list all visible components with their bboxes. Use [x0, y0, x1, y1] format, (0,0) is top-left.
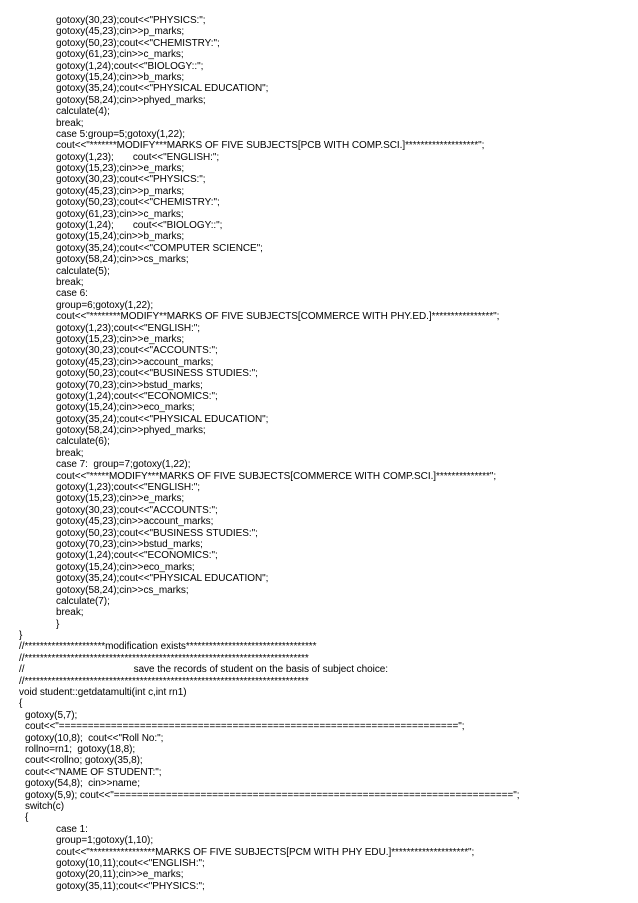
code-line: gotoxy(61,23);cin>>c_marks;: [56, 49, 184, 61]
code-line: gotoxy(5,9); cout<<"=====================================================================";: [25, 789, 520, 801]
code-line: {: [25, 812, 29, 824]
code-line: case 1:: [56, 823, 88, 835]
code-line: calculate(6);: [56, 436, 110, 448]
code-line: gotoxy(50,23);cout<<"BUSINESS STUDIES:";: [56, 527, 258, 539]
code-listing: [0, 15, 519, 892]
code-line: calculate(5);: [56, 265, 110, 277]
code-line: cout<<"********MODIFY**MARKS OF FIVE SUBJECTS[COMMERCE WITH PHY.ED.]****************";: [56, 311, 500, 323]
code-line: gotoxy(70,23);cin>>bstud_marks;: [56, 379, 203, 391]
code-line: cout<<rollno; gotoxy(35,8);: [25, 755, 143, 767]
code-line: cout<<"*******MODIFY***MARKS OF FIVE SUBJECTS[PCB WITH COMP.SCI.]*******************";: [56, 140, 485, 152]
code-line: gotoxy(1,24); cout<<"BIOLOGY::";: [56, 220, 223, 232]
code-line: //**************************************************************************: [19, 652, 309, 664]
code-line: gotoxy(58,24);cin>>cs_marks;: [56, 254, 189, 266]
code-line: gotoxy(54,8); cin>>name;: [25, 778, 140, 790]
code-line: gotoxy(5,7);: [25, 709, 78, 721]
code-line: gotoxy(1,23);cout<<"ENGLISH:";: [56, 322, 201, 334]
code-line: gotoxy(30,23);cout<<"PHYSICS:";: [56, 174, 206, 186]
code-line: gotoxy(50,23);cout<<"CHEMISTRY:";: [56, 197, 220, 209]
code-line: gotoxy(1,24);cout<<"BIOLOGY::";: [56, 60, 204, 72]
code-line: calculate(4);: [56, 106, 110, 118]
code-line: cout<<"*****************MARKS OF FIVE SUBJECTS[PCM WITH PHY EDU.]********************";: [56, 846, 475, 858]
code-line: group=1;gotoxy(1,10);: [56, 835, 154, 847]
code-line: gotoxy(50,23);cout<<"BUSINESS STUDIES:";: [56, 368, 258, 380]
code-line: gotoxy(20,11);cin>>e_marks;: [56, 869, 184, 881]
code-line: // save the records of student on the basis of subject choice:: [19, 664, 389, 676]
code-line: gotoxy(35,24);cout<<"PHYSICAL EDUCATION";: [56, 83, 269, 95]
code-line: calculate(7);: [56, 595, 110, 607]
code-line: gotoxy(15,24);cin>>eco_marks;: [56, 561, 195, 573]
code-line: rollno=rn1; gotoxy(18,8);: [25, 744, 136, 755]
code-line: case 5:group=5;gotoxy(1,22);: [56, 128, 185, 140]
code-line: gotoxy(1,24);cout<<"ECONOMICS:";: [56, 390, 218, 402]
code-line: gotoxy(58,24);cin>>phyed_marks;: [56, 425, 206, 437]
code-line: gotoxy(61,23);cin>>c_marks;: [56, 208, 184, 220]
code-line: gotoxy(70,23);cin>>bstud_marks;: [56, 538, 203, 550]
code-line: cout<<"*****MODIFY***MARKS OF FIVE SUBJECTS[COMMERCE WITH COMP.SCI.]**************";: [56, 470, 497, 482]
code-line: gotoxy(35,24);cout<<"COMPUTER SCIENCE";: [56, 242, 263, 254]
code-line: gotoxy(10,8); cout<<"Roll No:";: [25, 732, 164, 744]
code-line: cout<<"NAME OF STUDENT:";: [25, 766, 162, 778]
code-line: gotoxy(15,24);cin>>eco_marks;: [56, 402, 195, 414]
code-line: }: [19, 630, 23, 642]
code-line: gotoxy(1,23); cout<<"ENGLISH:";: [56, 151, 220, 163]
code-line: break;: [56, 117, 84, 129]
code-line: gotoxy(15,24);cin>>b_marks;: [56, 71, 185, 83]
code-line: gotoxy(58,24);cin>>phyed_marks;: [56, 94, 206, 106]
code-line: gotoxy(45,23);cin>>p_marks;: [56, 26, 185, 38]
code-line: gotoxy(1,24);cout<<"ECONOMICS:";: [56, 550, 218, 562]
code-line: gotoxy(35,24);cout<<"PHYSICAL EDUCATION";: [56, 573, 269, 585]
code-line: gotoxy(30,23);cout<<"PHYSICS:";: [56, 15, 206, 26]
code-line: gotoxy(15,24);cin>>b_marks;: [56, 231, 185, 243]
code-line: //**************************************************************************: [19, 675, 309, 687]
code-line: gotoxy(10,11);cout<<"ENGLISH:";: [56, 857, 205, 869]
code-line: gotoxy(35,24);cout<<"PHYSICAL EDUCATION";: [56, 413, 269, 425]
code-line: group=6;gotoxy(1,22);: [56, 299, 154, 311]
code-line: gotoxy(30,23);cout<<"ACCOUNTS:";: [56, 345, 218, 357]
code-line: gotoxy(45,23);cin>>account_marks;: [56, 356, 214, 368]
code-line: gotoxy(45,23);cin>>account_marks;: [56, 516, 214, 528]
code-line: {: [19, 698, 23, 710]
code-line: gotoxy(15,23);cin>>e_marks;: [56, 493, 185, 505]
code-line: break;: [56, 447, 84, 459]
code-line: case 7: group=7;gotoxy(1,22);: [56, 459, 191, 471]
code-line: void student::getdatamulti(int c,int rn1): [19, 687, 187, 699]
code-line: gotoxy(15,23);cin>>e_marks;: [56, 163, 185, 175]
code-line: gotoxy(50,23);cout<<"CHEMISTRY:";: [56, 37, 220, 49]
code-line: break;: [56, 607, 84, 619]
code-line: cout<<"=====================================================================";: [25, 721, 465, 733]
code-line: gotoxy(35,11);cout<<"PHYSICS:";: [56, 880, 205, 892]
code-line: break;: [56, 276, 84, 288]
code-line: gotoxy(58,24);cin>>cs_marks;: [56, 584, 189, 596]
code-line: }: [56, 618, 60, 630]
code-line: case 6:: [56, 288, 88, 300]
code-line: gotoxy(30,23);cout<<"ACCOUNTS:";: [56, 504, 218, 516]
code-line: //*********************modification exists**********************************: [19, 641, 317, 653]
code-line: switch(c): [25, 800, 64, 812]
code-line: gotoxy(45,23);cin>>p_marks;: [56, 185, 185, 197]
code-line: gotoxy(1,23);cout<<"ENGLISH:";: [56, 482, 201, 494]
code-line: gotoxy(15,23);cin>>e_marks;: [56, 333, 185, 345]
